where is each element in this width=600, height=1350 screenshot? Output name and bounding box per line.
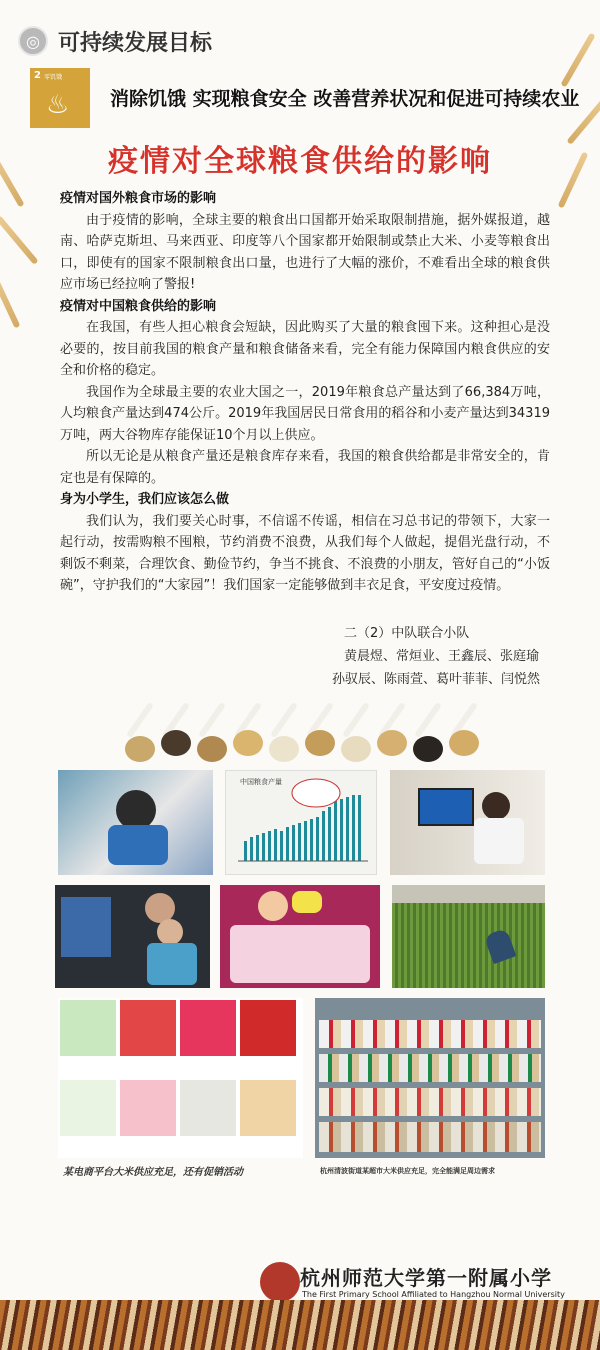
signature <box>332 622 541 691</box>
photo-poster-drawing <box>220 885 380 988</box>
paragraph: 我们认为，我们要关心时事，不信谣不传谣，相信在习总书记的带领下，大家一起行动，按需购粮不囤粮，节约消费不浪费，从我们每个人做起，提倡光盘行动，不剩饭不剩菜，合理饮食、勤俭节约，争当不挑食、不浪费的小朋友，管好自己的“小饭碗”，守护我们的“大家园”！我们国家一定能够做到丰衣足食，平安度过疫情。 <box>60 513 550 593</box>
section-heading: 身为小学生，我们应该怎么做 <box>60 492 230 507</box>
signature-team: 二（2）中队联合小队 <box>344 626 470 641</box>
paragraph: 所以无论是从粮食产量还是粮食库存来看，我国的粮食供给都是非常安全的，肯定也是有保障的。 <box>60 449 550 486</box>
signature-members: 黄晨煜、常烜业、王鑫辰、张庭瑜 <box>344 649 540 664</box>
sdg-number: 2 <box>34 70 41 81</box>
bowl-icon: ♨ <box>46 90 70 120</box>
sdg-badge <box>30 68 90 128</box>
drawing-title: 中国粮食产量 <box>240 778 282 786</box>
un-emblem-icon: ◎ <box>18 26 48 56</box>
school-emblem-icon <box>260 1262 300 1302</box>
photo-supermarket-rice <box>315 998 545 1158</box>
caption-ecommerce: 某电商平台大米供应充足，还有促销活动 <box>63 1167 243 1178</box>
article <box>60 188 550 597</box>
hand-drawn-bar-graphic <box>226 771 377 875</box>
paragraph: 我国作为全球最主要的农业大国之一，2019年粮食总产量达到了66,384万吨，人均粮食产量达到474公斤。2019年我国居民日常食用的稻谷和小麦产量达到34319万吨，两大谷物库存能保证10个月以上供应。 <box>60 384 550 443</box>
grain-spoons-image <box>125 700 485 770</box>
grains-bottom-decoration <box>0 1300 600 1350</box>
school-name-cn: 杭州师范大学第一附属小学 <box>300 1266 552 1290</box>
header <box>18 26 212 56</box>
sdg-name: 零饥饿 <box>44 74 63 81</box>
main-title: 疫情对全球粮食供给的影响 <box>108 144 492 179</box>
photo-rice-field <box>392 885 545 988</box>
caption-supermarket: 杭州清波街道某超市大米供应充足，完全能满足周边需求 <box>320 1166 495 1175</box>
signature-members: 孙驭辰、陈雨萱、葛叶菲菲、闫悦然 <box>332 672 541 687</box>
paragraph: 在我国，有些人担心粮食会短缺，因此购买了大量的粮食囤下来。这种担心是没必要的，按目前我国的粮食产量和粮食储备来看，完全有能力保障国内粮食供应的安全和价格的稳定。 <box>60 320 550 378</box>
photo-student-computer <box>390 770 545 875</box>
paragraph: 由于疫情的影响，全球主要的粮食出口国都开始采取限制措施，据外媒报道，越南、哈萨克斯坦、马来西亚、印度等八个国家都开始限制或禁止大米、小麦等粮食出口，即使有的国家不限制粮食出口量，也进行了大幅的涨价，不难看出全球的粮食供应市场已经拉响了警报! <box>60 212 550 292</box>
section-heading: 疫情对中国粮食供给的影响 <box>60 298 217 314</box>
photo-parent-child-computer <box>55 885 210 988</box>
photo-student-drawing <box>58 770 213 875</box>
school-name-en: The First Primary School Affiliated to Hangzhou Normal University <box>302 1290 565 1299</box>
subtitle: 消除饥饿 实现粮食安全 改善营养状况和促进可持续农业 <box>110 88 580 110</box>
section-heading: 疫情对国外粮食市场的影响 <box>60 191 217 206</box>
header-title: 可持续发展目标 <box>58 30 213 56</box>
photo-grain-output-drawing <box>225 770 377 875</box>
photo-ecommerce-rice <box>58 998 303 1158</box>
